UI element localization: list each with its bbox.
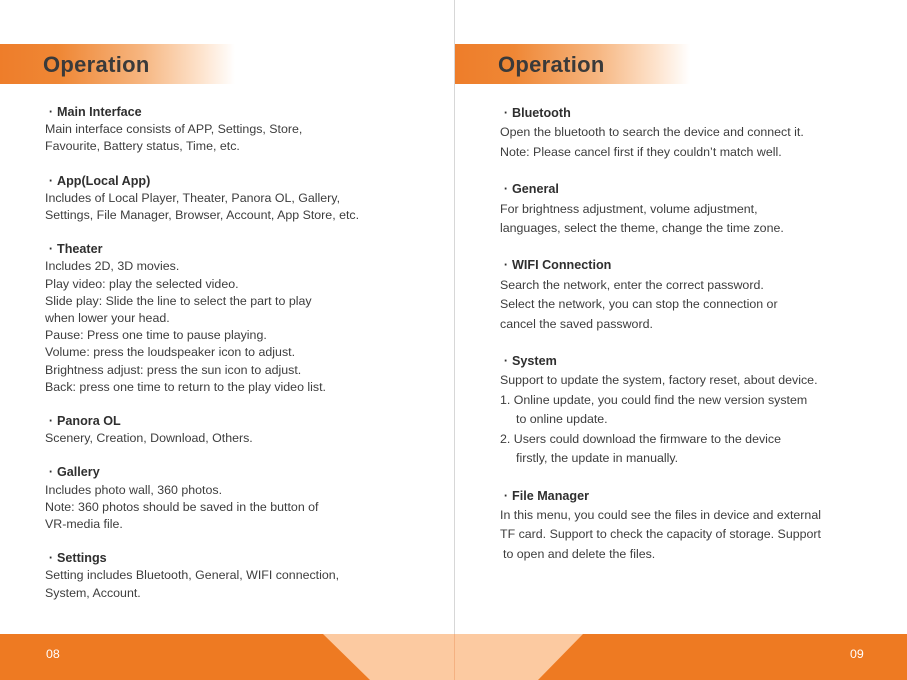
body-line: 2. Users could download the firmware to the device (500, 431, 781, 446)
section-main-interface (45, 104, 445, 156)
body-line: System, Account. (45, 585, 141, 600)
section-title: WIFI Connection (512, 258, 612, 273)
body-line: Includes photo wall, 360 photos. (45, 482, 223, 497)
body-line: In this menu, you could see the files in device and external (500, 507, 821, 522)
body-line: Main interface consists of APP, Settings, Store, (45, 122, 303, 137)
body-line: VR-media file. (45, 517, 123, 532)
bullet-icon: · (48, 551, 54, 566)
left-page-title: Operation (43, 52, 150, 77)
section-title: File Manager (512, 488, 589, 503)
bullet-icon: · (48, 414, 54, 429)
body-line: when lower your head. (45, 311, 170, 326)
section-app-local-app (45, 173, 445, 225)
section-general (500, 180, 905, 238)
body-line: Note: 360 photos should be saved in the button of (45, 499, 319, 514)
body-line: Setting includes Bluetooth, General, WIFI connection, (45, 568, 340, 583)
right-header-band (455, 44, 690, 84)
body-line: TF card. Support to check the capacity of storage. Support (500, 527, 821, 542)
section-wifi-connection (500, 256, 905, 334)
bullet-icon: · (503, 488, 509, 503)
body-line: Brightness adjust: press the sun icon to adjust. (45, 362, 302, 377)
right-page-title: Operation (498, 52, 605, 77)
body-line: to open and delete the files. (503, 546, 656, 561)
page-footer (0, 634, 907, 680)
section-panora-ol (45, 413, 445, 447)
bullet-icon: · (48, 173, 54, 188)
body-line: Favourite, Battery status, Time, etc. (45, 139, 240, 154)
section-title: App(Local App) (57, 173, 151, 188)
section-gallery (45, 464, 445, 533)
body-line: languages, select the theme, change the time zone. (500, 221, 784, 236)
footer-graphic (0, 634, 907, 680)
body-line: 1. Online update, you could find the new version system (500, 392, 808, 407)
section-title: Settings (57, 551, 107, 566)
body-line: Pause: Press one time to pause playing. (45, 328, 267, 343)
bullet-icon: · (48, 105, 54, 119)
right-page (455, 0, 907, 680)
bullet-icon: · (48, 465, 54, 480)
left-page-content (45, 104, 445, 619)
body-line: Scenery, Creation, Download, Others. (45, 431, 253, 446)
bullet-icon: · (503, 182, 509, 197)
body-line: Note: Please cancel first if they couldn’t match well. (500, 144, 782, 159)
body-line: For brightness adjustment, volume adjustment, (500, 201, 758, 216)
body-line: Includes 2D, 3D movies. (45, 259, 180, 274)
left-header-band (0, 44, 235, 84)
section-bluetooth (500, 104, 905, 162)
body-line: Play video: play the selected video. (45, 276, 239, 291)
section-title: System (512, 354, 557, 369)
right-page-content (500, 104, 905, 582)
body-line: firstly, the update in manually. (516, 451, 679, 466)
body-line: Select the network, you can stop the connection or (500, 297, 778, 312)
section-title: General (512, 182, 559, 197)
body-line: cancel the saved password. (500, 316, 653, 331)
body-line: Back: press one time to return to the play video list. (45, 379, 326, 394)
body-line: Includes of Local Player, Theater, Panora OL, Gallery, (45, 190, 341, 205)
section-title: Panora OL (57, 414, 121, 429)
section-title: Bluetooth (512, 106, 571, 120)
bullet-icon: · (48, 242, 54, 257)
right-page-number: 09 (850, 647, 864, 661)
section-title: Gallery (57, 465, 100, 480)
section-file-manager (500, 487, 905, 565)
section-settings (45, 550, 445, 602)
section-theater (45, 241, 445, 396)
body-line: Settings, File Manager, Browser, Account, App Store, etc. (45, 208, 360, 223)
section-title: Theater (57, 242, 103, 257)
body-line: Slide play: Slide the line to select the part to play (45, 293, 312, 308)
bullet-icon: · (503, 258, 509, 273)
body-line: Support to update the system, factory reset, about device. (500, 373, 818, 388)
body-line: to online update. (516, 412, 608, 427)
section-system (500, 352, 905, 468)
bullet-icon: · (503, 354, 509, 369)
body-line: Volume: press the loudspeaker icon to adjust. (45, 345, 296, 360)
body-line: Search the network, enter the correct password. (500, 277, 764, 292)
left-page-number: 08 (46, 647, 60, 661)
bullet-icon: · (503, 106, 509, 120)
body-line: Open the bluetooth to search the device and connect it. (500, 125, 804, 140)
section-title: Main Interface (57, 105, 142, 119)
